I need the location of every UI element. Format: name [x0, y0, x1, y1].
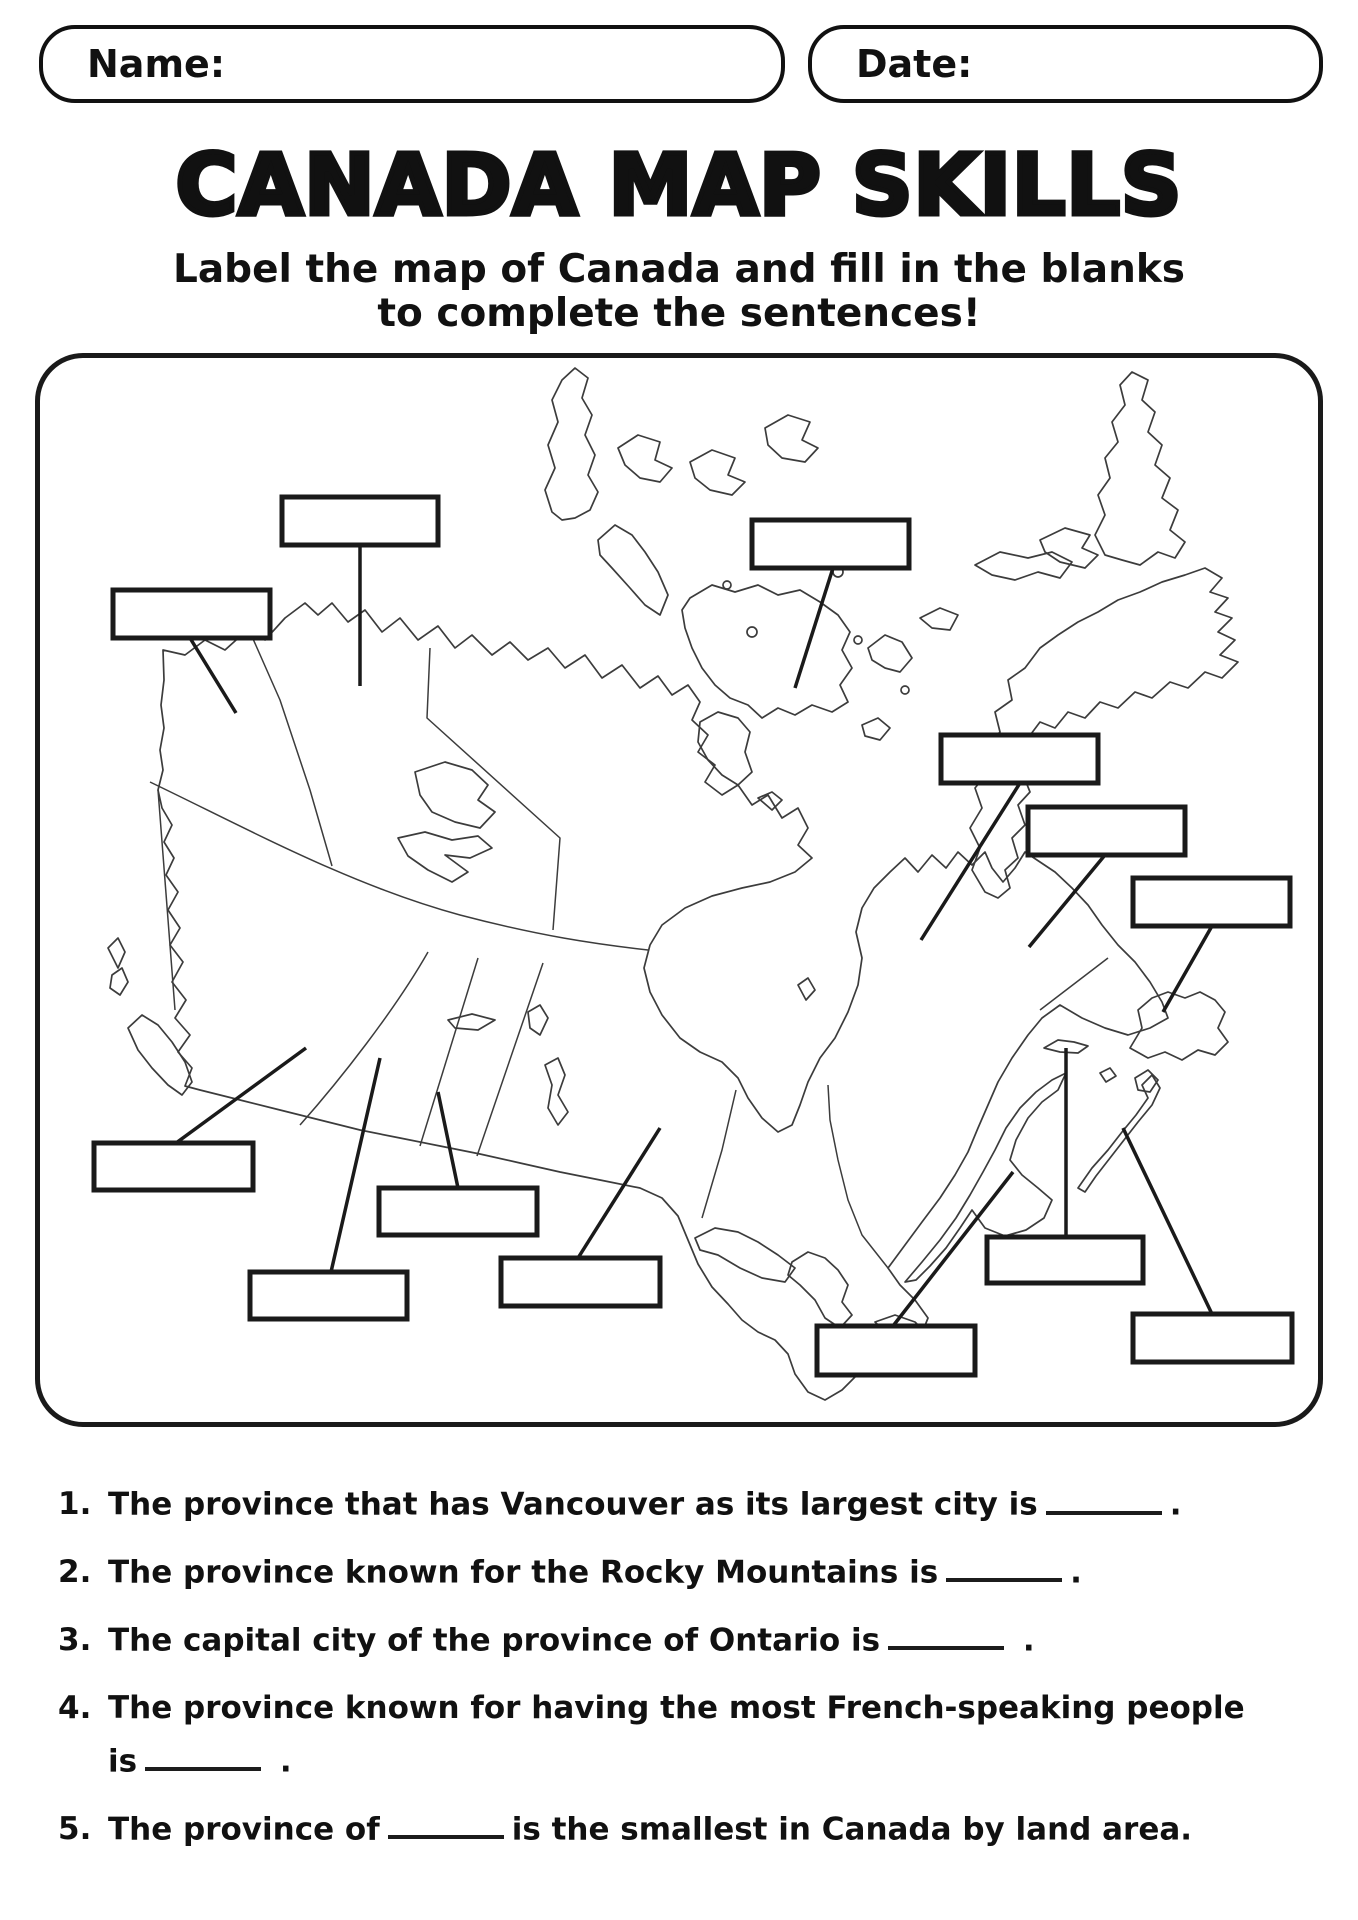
question-number: 4.	[58, 1689, 92, 1726]
answer-blank[interactable]	[888, 1614, 1004, 1651]
map-label-box-3[interactable]	[752, 520, 909, 568]
label-leader-line-2	[190, 638, 236, 713]
subtitle-line-2: to complete the sentences!	[377, 291, 981, 337]
questions-list	[58, 1478, 1340, 1871]
question-text: The capital city of the province of Ontario is .	[108, 1614, 1340, 1668]
question-text: The province known for the Rocky Mountains is .	[108, 1546, 1340, 1600]
subtitle-line-1: Label the map of Canada and fill in the blanks	[172, 247, 1185, 292]
map-label-box-9[interactable]	[379, 1188, 537, 1235]
label-leader-line-4	[921, 783, 1020, 940]
name-label: Name:	[87, 42, 226, 86]
label-leader-line-10	[578, 1128, 660, 1258]
map-label-box-5[interactable]	[1028, 807, 1185, 855]
pacific-islands	[108, 938, 192, 1095]
question-text: The province that has Vancouver as its largest city is .	[108, 1478, 1340, 1532]
date-label: Date:	[856, 42, 973, 86]
label-leader-line-8	[331, 1058, 380, 1272]
map-label-box-2[interactable]	[113, 590, 270, 638]
name-field[interactable]	[39, 25, 785, 103]
question-number: 2.	[58, 1553, 92, 1590]
question-number: 1.	[58, 1486, 92, 1522]
answer-blank[interactable]	[1046, 1478, 1162, 1515]
map-label-box-12[interactable]	[987, 1237, 1143, 1283]
question-number: 5.	[58, 1810, 92, 1847]
question-number: 3.	[58, 1621, 92, 1658]
page-title: CANADA MAP SKILLS	[175, 136, 1183, 234]
page-subtitle	[0, 248, 1358, 336]
label-leader-line-9	[438, 1092, 458, 1188]
map-label-box-7[interactable]	[94, 1143, 253, 1190]
label-leader-line-7	[176, 1048, 306, 1143]
atlantic-islands	[1044, 992, 1228, 1192]
label-leader-line-3	[795, 568, 833, 688]
question-row-5	[58, 1803, 1340, 1857]
answer-blank[interactable]	[388, 1803, 504, 1840]
map-label-box-8[interactable]	[250, 1272, 407, 1319]
label-leader-line-13	[1123, 1128, 1212, 1314]
label-leader-line-5	[1029, 855, 1105, 947]
question-row-2	[58, 1546, 1340, 1600]
canada-map	[35, 353, 1323, 1427]
question-text: The province known for having the most French-speaking people is .	[108, 1689, 1245, 1780]
map-label-box-6[interactable]	[1133, 878, 1290, 926]
provincial-borders	[150, 632, 1108, 1268]
map-label-box-11[interactable]	[817, 1326, 975, 1375]
map-label-box-1[interactable]	[282, 497, 438, 545]
map-label-box-4[interactable]	[941, 735, 1098, 783]
question-row-1	[58, 1478, 1340, 1532]
question-row-3	[58, 1614, 1340, 1668]
map-label-box-10[interactable]	[501, 1258, 660, 1306]
date-field[interactable]	[808, 25, 1323, 103]
question-row-4	[58, 1682, 1340, 1789]
lakes	[398, 762, 928, 1372]
label-leader-line-6	[1163, 926, 1212, 1012]
question-text: The province of is the smallest in Canada by land area.	[108, 1803, 1340, 1857]
map-label-box-13[interactable]	[1133, 1314, 1292, 1362]
answer-blank[interactable]	[946, 1546, 1062, 1583]
answer-blank[interactable]	[145, 1735, 261, 1772]
